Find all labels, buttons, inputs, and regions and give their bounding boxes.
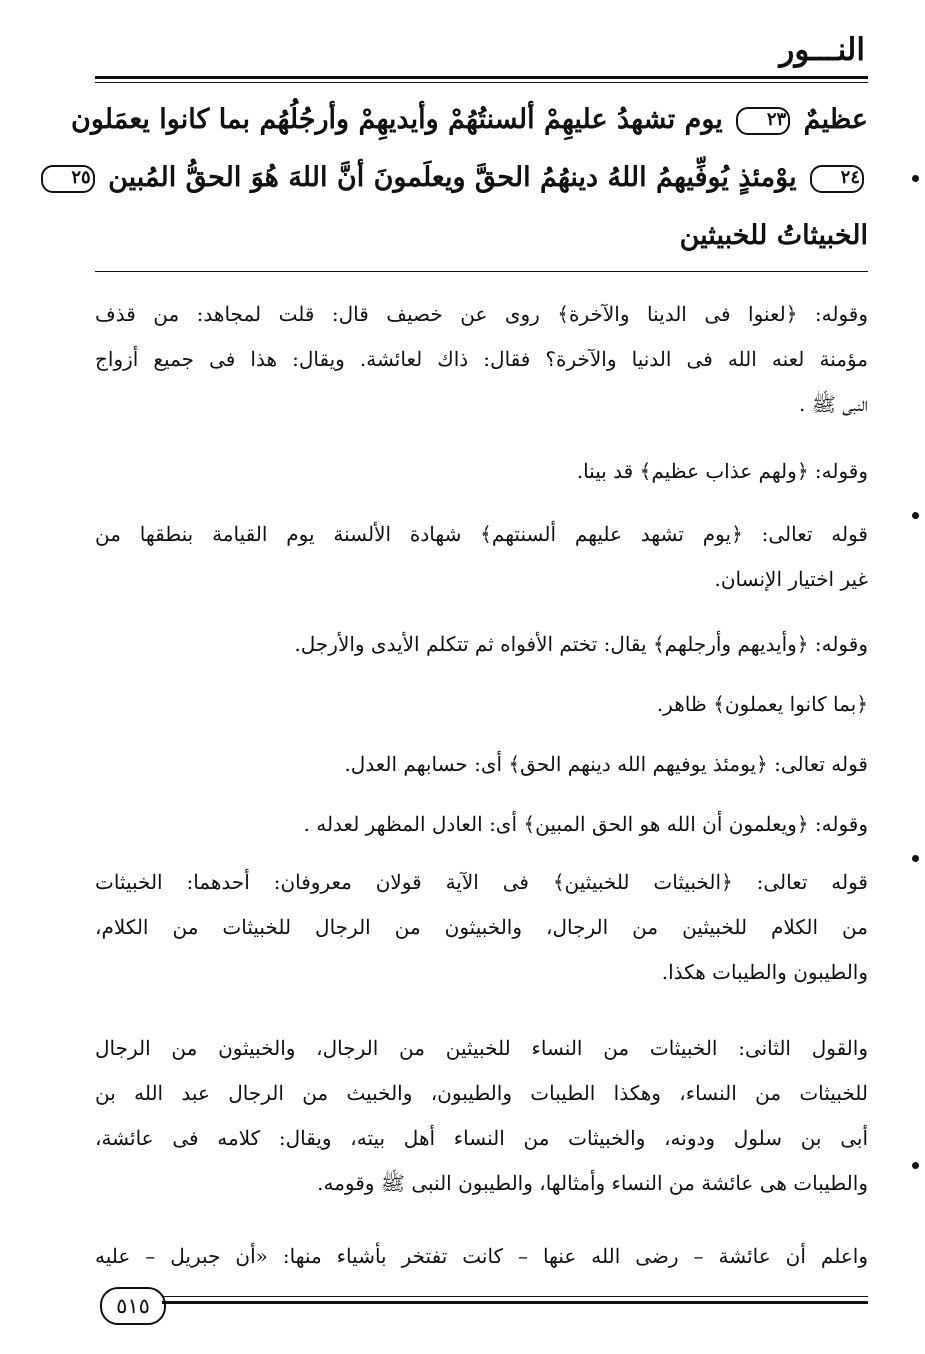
- verse-line-3: [95, 208, 868, 264]
- verse-line-2: [71, 150, 868, 206]
- header-rule-thin: [95, 82, 868, 83]
- verse-text: يوم تشهدُ عليهِمْ ألسنتُهُمْ وأيديهِمْ وأرجُلُهُم بما كانوا يعمَلون: [71, 104, 723, 135]
- text-line: ﴿بما كانوا يعملون﴾ ظاهر.: [656, 692, 868, 716]
- text-line: وقوله: ﴿لعنوا فى الدينا والآخرة﴾ روى عن خصيف قال: قلت لمجاهد: من قذف: [95, 302, 868, 326]
- text-line: والطيبون والطيبات هكذا.: [661, 960, 868, 984]
- text-line: للخبيثات من النساء، وهكذا الطيبات والطيبون، والخبيث من الرجال عبد الله بن: [95, 1081, 869, 1105]
- commentary-paragraph: [95, 622, 868, 667]
- commentary-paragraph: [95, 802, 868, 847]
- verse-text: الخبيثاتُ للخبيثين: [679, 220, 868, 251]
- text-line: وقوله: ﴿ولهم عذاب عظيم﴾ قد بينا.: [576, 459, 868, 483]
- text-line: قوله تعالى: ﴿يوم تشهد عليهم ألسنتهم﴾ شهادة الألسنة يوم القيامة بنطقها من: [95, 522, 868, 546]
- verse-text: يوْمئذٍ يُوفِّيهمُ اللهُ دينهُمُ الحقَّ ويعلَمونَ أنَّ اللهَ هُوَ الحقُّ المُبين: [108, 162, 797, 193]
- margin-mark: [912, 1162, 919, 1169]
- ayah-number-marker: ٢٣: [736, 107, 790, 135]
- commentary-paragraph: [95, 742, 868, 787]
- text-line: أبى بن سلول ودونه، والخبيثات من النساء أهل بيته، ويقال: كلامه فى عائشة،: [95, 1126, 868, 1150]
- commentary-paragraph: [95, 449, 868, 494]
- margin-mark: [912, 855, 919, 862]
- verses-separator-rule: [95, 271, 868, 272]
- commentary-paragraph: [95, 860, 868, 995]
- text-line: وقوله: ﴿وأيديهم وأرجلهم﴾ يقال: تختم الأفواه ثم تتكلم الأيدى والأرجل.: [294, 632, 868, 656]
- text-line: قوله تعالى: ﴿يومئذ يوفيهم الله دينهم الحق﴾ أى: حسابهم العدل.: [344, 752, 868, 776]
- footer-rule-thin: [162, 1296, 868, 1297]
- text-line: واعلم أن عائشة – رضى الله عنها – كانت تفتخر بأشياء منها: «أن جبريل – عليه: [95, 1244, 868, 1268]
- commentary-paragraph: [95, 682, 868, 727]
- commentary-paragraph: [95, 1026, 868, 1206]
- text-line: والطيبات هى عائشة من النساء وأمثالها، والطيبون النبى ﷺ وقومه.: [317, 1171, 868, 1195]
- text-line: النبى ﷺ .: [798, 392, 868, 416]
- header-rule-thick: [95, 76, 868, 79]
- commentary-paragraph: [95, 292, 868, 427]
- footer-rule-thick: [162, 1301, 868, 1304]
- text-line: من الكلام للخبيثين من الرجال، والخبيثون من الرجال للخبيثات من الكلام،: [95, 915, 868, 939]
- commentary-paragraph: [95, 512, 868, 602]
- text-line: وقوله: ﴿ويعلمون أن الله هو الحق المبين﴾ أى: العادل المظهر لعدله .: [303, 812, 868, 836]
- margin-mark: [912, 175, 919, 182]
- text-line: مؤمنة لعنه الله فى الدنيا والآخرة؟ فقال: ذاك لعائشة. ويقال: هذا فى جميع أزواج: [95, 347, 868, 371]
- text-line: والقول الثانى: الخبيثات من النساء للخبيثين من الرجال، والخبيثون من الرجال: [95, 1036, 868, 1060]
- ayah-number-marker: ٢٤: [810, 165, 864, 193]
- ayah-number-marker: ٢٥: [41, 165, 95, 193]
- verse-line-1: [71, 92, 868, 148]
- page-number: ٥١٥: [100, 1287, 166, 1325]
- commentary-paragraph: [95, 1234, 868, 1279]
- text-line: قوله تعالى: ﴿الخبيثات للخبيثين﴾ فى الآية قولان معروفان: أحدهما: الخبيثات: [95, 870, 868, 894]
- quran-verses-block: [71, 92, 868, 262]
- margin-mark: [912, 512, 919, 519]
- surah-title: النـــور: [779, 32, 865, 68]
- verse-text: عظيمٌ: [803, 104, 868, 135]
- text-line: غير اختيار الإنسان.: [714, 567, 868, 591]
